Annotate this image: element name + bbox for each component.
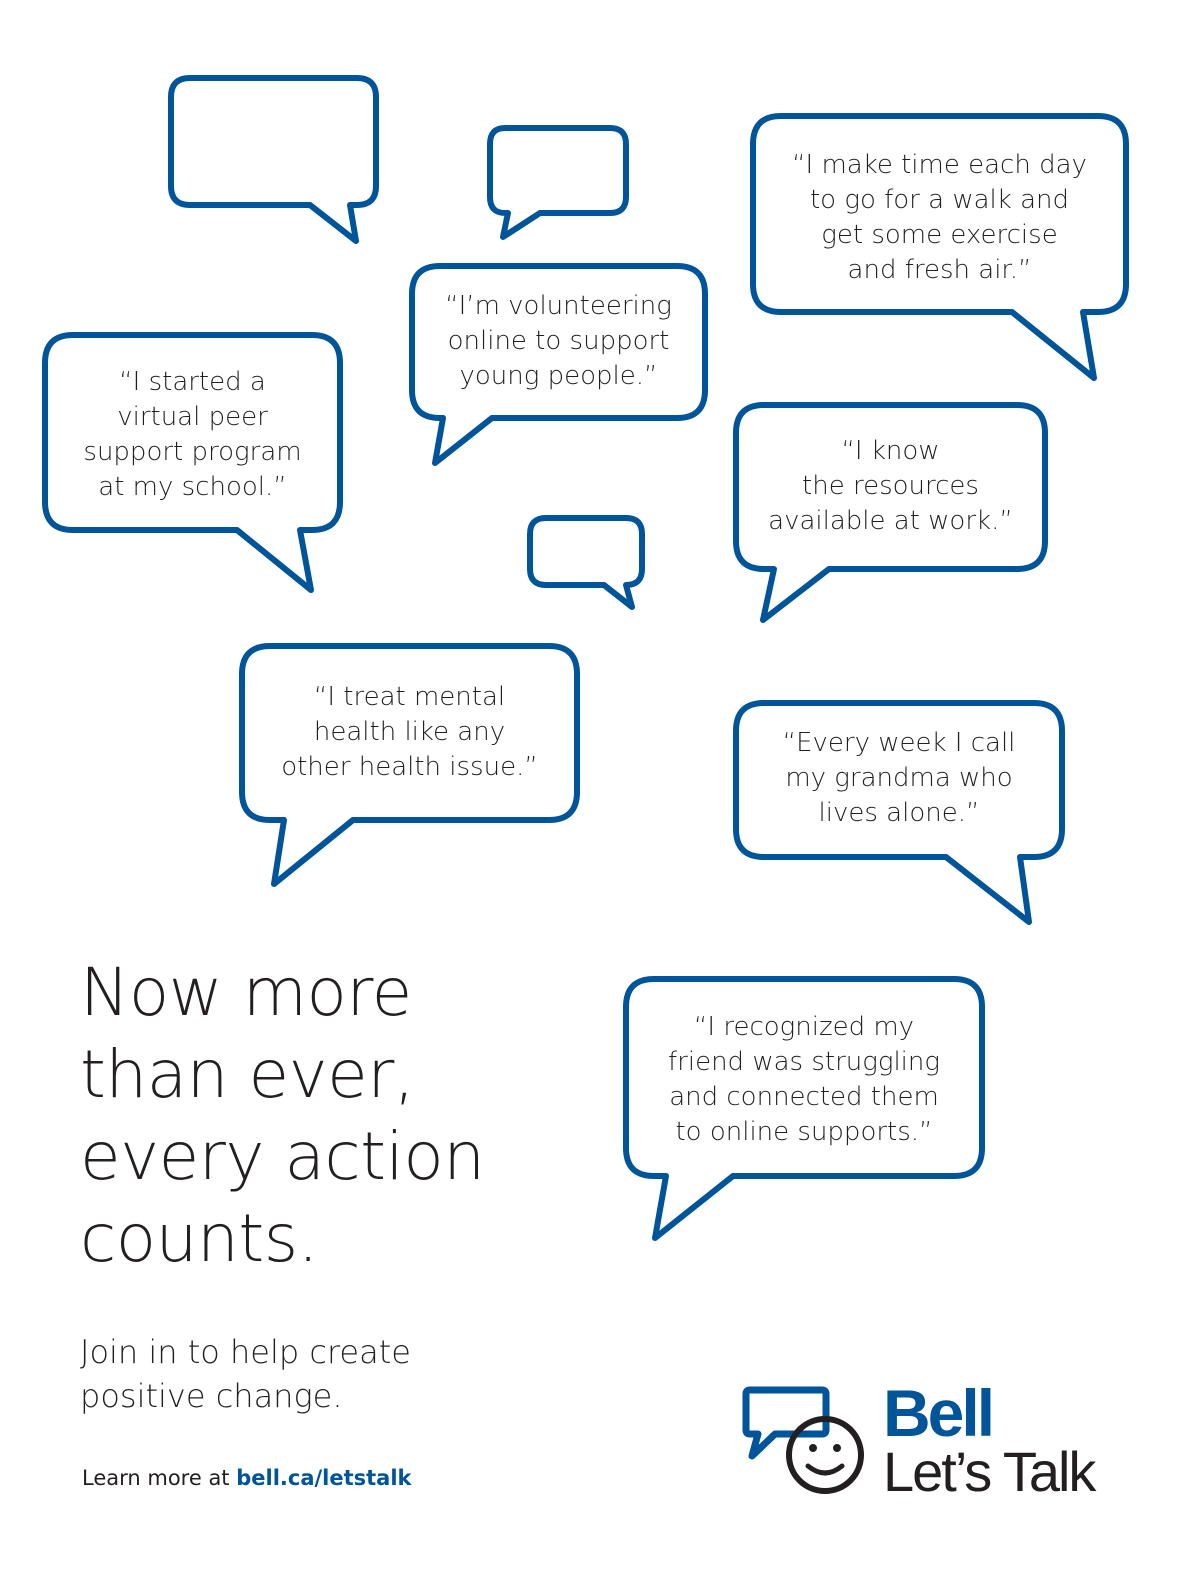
quote-friend xyxy=(626,1010,982,1150)
quote-line: “Every week I call xyxy=(782,728,1016,758)
quote-line: friend was struggling xyxy=(668,1047,940,1077)
quote-line: “I recognized my xyxy=(693,1012,915,1042)
subheadline-line: positive change. xyxy=(80,1377,343,1415)
quote-line: “I treat mental xyxy=(313,682,506,712)
quote-line: “I make time each day xyxy=(792,150,1087,180)
quote-mental-health xyxy=(242,680,577,785)
learn-more xyxy=(82,1466,412,1490)
letstalk-link[interactable]: bell.ca/letstalk xyxy=(236,1466,412,1490)
quote-line: and fresh air.” xyxy=(847,255,1032,285)
quote-line: at my school.” xyxy=(98,472,287,502)
quote-line: available at work.” xyxy=(768,506,1013,536)
logo-tagline: Let’s Talk xyxy=(883,1440,1095,1503)
headline-line: Now more xyxy=(80,954,412,1031)
quote-line: and connected them xyxy=(669,1082,939,1112)
subheadline xyxy=(80,1330,411,1418)
quote-line: “I started a xyxy=(119,367,266,397)
empty-speech-bubble xyxy=(490,128,626,237)
quote-line: “I know xyxy=(841,436,940,466)
quote-line: health like any xyxy=(313,717,506,747)
quote-line: other health issue.” xyxy=(281,752,538,782)
quote-line: support program xyxy=(83,437,302,467)
quote-grandma xyxy=(736,726,1062,831)
quote-line: “I’m volunteering xyxy=(445,291,672,321)
quote-line: virtual peer xyxy=(117,402,268,432)
headline-line: counts. xyxy=(80,1200,319,1277)
logo-brand: Bell xyxy=(883,1376,993,1450)
quote-line: the resources xyxy=(802,471,979,501)
quote-line: lives alone.” xyxy=(818,798,980,828)
headline xyxy=(80,952,485,1280)
quote-line: my grandma who xyxy=(785,763,1013,793)
quote-line: to online supports.” xyxy=(675,1117,933,1147)
quote-line: to go for a walk and xyxy=(809,185,1069,215)
quote-peer-support xyxy=(45,365,340,505)
headline-line: than ever, xyxy=(80,1036,415,1113)
quote-volunteering xyxy=(412,289,705,394)
learn-more-prefix: Learn more at xyxy=(82,1466,237,1490)
quote-walk xyxy=(753,148,1126,288)
quote-resources xyxy=(736,434,1045,539)
empty-speech-bubble xyxy=(530,518,642,607)
quote-line: young people.” xyxy=(459,361,658,391)
empty-speech-bubble xyxy=(171,78,376,241)
headline-line: every action xyxy=(80,1118,485,1195)
quote-line: online to support xyxy=(447,326,670,356)
quote-line: get some exercise xyxy=(821,220,1058,250)
subheadline-line: Join in to help create xyxy=(80,1333,411,1371)
